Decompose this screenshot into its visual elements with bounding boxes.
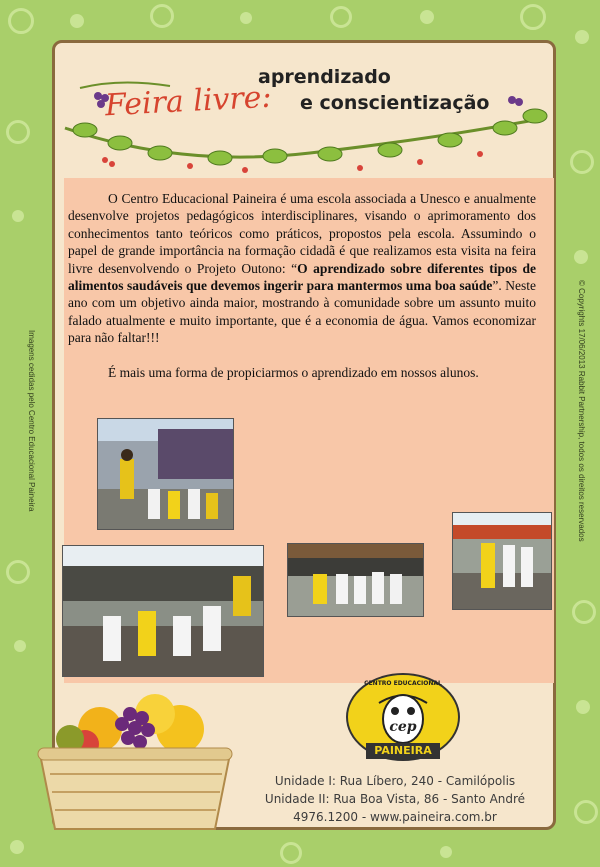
- title-line2: e conscientização: [300, 92, 490, 114]
- logo-name: PAINEIRA: [374, 744, 432, 757]
- logo-monogram: cep: [389, 719, 417, 735]
- side-credit-left: Imagens cedidas pelo Centro Educacional Paineira: [27, 330, 36, 512]
- footer-address-2: Unidade II: Rua Boa Vista, 86 - Santo André: [264, 792, 526, 806]
- footer-phone-web: 4976.1200 - www.paineira.com.br: [293, 810, 497, 824]
- photo-market-2: [62, 545, 264, 677]
- highlight-text: O aprendizado sobre diferentes tipos de alimentos saudáveis que devemos ingerir para mantermos uma boa saúde: [68, 260, 536, 294]
- photo-market-1: [97, 418, 234, 530]
- footer-address-1: Unidade I: Rua Líbero, 240 - Camilópolis: [274, 774, 516, 788]
- title-line1: aprendizado: [258, 66, 391, 88]
- footer-contact: [250, 772, 540, 826]
- photo-market-3: [287, 543, 424, 617]
- title-script: Feira livre:: [104, 79, 273, 124]
- logo-arc-text: CENTRO EDUCACIONAL: [364, 680, 442, 687]
- photo-market-4: [452, 512, 552, 610]
- fruit-basket-illustration: [30, 684, 240, 834]
- side-copyright-right: © Copyrights 17/06/2013 Rabbit Partnership, todos os direitos reservados: [577, 280, 586, 542]
- paragraph-2: É mais uma forma de propiciarmos o aprendizado em nossos alunos.: [108, 364, 479, 380]
- body-text: [68, 190, 536, 381]
- paragraph-1: O Centro Educacional Paineira é uma escola associada a Unesco e anualmente desenvolve projetos pedagógicos interdisciplinares, visando o aprimoramento dos conhecimentos tanto teóricos como práticos, propostos pela escola. Assumindo o papel de grande importância na formação cidadã é que realizamos esta visita na feira livre desenvolvendo o Projeto Outono: “O aprendizado sobre diferentes tipos de alimentos saudáveis que devemos ingerir para mantermos uma boa saúde”. Neste ano com um objetivo ainda maior, mostrando à comunidade sobre um assunto muito falado atualmente e muito importante, que é a economia de água. Vamos economizar para não faltar!!!: [68, 191, 536, 346]
